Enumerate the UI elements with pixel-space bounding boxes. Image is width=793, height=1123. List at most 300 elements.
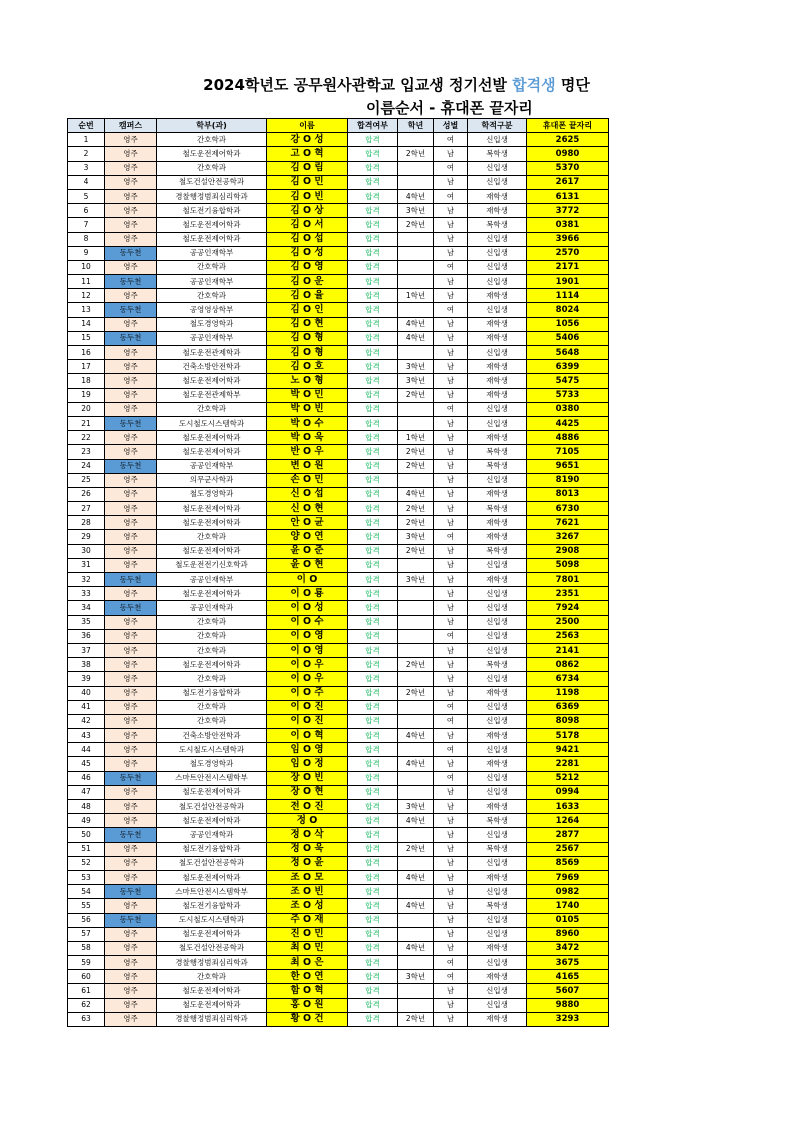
cell-status: 재학생 (468, 360, 527, 374)
cell-phone: 2351 (527, 587, 609, 601)
cell-pass: 합격 (348, 204, 398, 218)
cell-no: 14 (68, 317, 105, 331)
cell-department: 철도운전제어학과 (157, 587, 267, 601)
cell-pass: 합격 (348, 175, 398, 189)
cell-gender: 여 (434, 771, 468, 785)
cell-name: 박 O 욱 (267, 431, 348, 445)
cell-department: 철도운전제어학과 (157, 658, 267, 672)
page-title (0, 74, 793, 95)
cell-department: 철도전기융합학과 (157, 842, 267, 856)
cell-status: 재학생 (468, 870, 527, 884)
cell-grade: 2학년 (398, 218, 434, 232)
cell-department: 도시철도시스템학과 (157, 913, 267, 927)
cell-no: 52 (68, 856, 105, 870)
cell-campus: 동두천 (105, 459, 157, 473)
table-row (68, 672, 609, 686)
cell-no: 38 (68, 658, 105, 672)
cell-status: 재학생 (468, 573, 527, 587)
cell-name: 신 O 현 (267, 502, 348, 516)
cell-name: 정 O 윤 (267, 856, 348, 870)
cell-status: 신입생 (468, 714, 527, 728)
cell-campus: 동두천 (105, 913, 157, 927)
cell-name: 김 O 섭 (267, 232, 348, 246)
cell-gender: 남 (434, 388, 468, 402)
cell-phone: 2500 (527, 615, 609, 629)
table-row (68, 275, 609, 289)
table-row (68, 473, 609, 487)
cell-gender: 남 (434, 814, 468, 828)
cell-grade (398, 998, 434, 1012)
cell-status: 신입생 (468, 232, 527, 246)
table-header-row (68, 119, 609, 133)
cell-campus: 영주 (105, 842, 157, 856)
cell-phone: 8190 (527, 473, 609, 487)
cell-grade: 1학년 (398, 289, 434, 303)
cell-status: 복학생 (468, 842, 527, 856)
cell-status: 신입생 (468, 672, 527, 686)
cell-phone: 6131 (527, 189, 609, 203)
cell-grade (398, 714, 434, 728)
cell-phone: 9421 (527, 743, 609, 757)
cell-gender: 남 (434, 289, 468, 303)
cell-pass: 합격 (348, 842, 398, 856)
cell-name: 박 O 민 (267, 388, 348, 402)
cell-phone: 0862 (527, 658, 609, 672)
cell-status: 신입생 (468, 643, 527, 657)
table-row (68, 913, 609, 927)
cell-name: 강 O 성 (267, 133, 348, 147)
cell-status: 복학생 (468, 218, 527, 232)
cell-campus: 동두천 (105, 771, 157, 785)
cell-status: 신입생 (468, 998, 527, 1012)
cell-pass: 합격 (348, 970, 398, 984)
cell-gender: 남 (434, 317, 468, 331)
cell-pass: 합격 (348, 956, 398, 970)
table-row (68, 487, 609, 501)
cell-grade: 2학년 (398, 502, 434, 516)
cell-status: 신입생 (468, 984, 527, 998)
cell-gender: 남 (434, 374, 468, 388)
cell-grade (398, 615, 434, 629)
cell-name: 김 O 빈 (267, 189, 348, 203)
cell-pass: 합격 (348, 587, 398, 601)
cell-status: 신입생 (468, 275, 527, 289)
cell-status: 재학생 (468, 374, 527, 388)
cell-name: 변 O 원 (267, 459, 348, 473)
cell-name: 김 O 서 (267, 218, 348, 232)
cell-campus: 영주 (105, 629, 157, 643)
cell-grade (398, 402, 434, 416)
cell-no: 53 (68, 870, 105, 884)
cell-department: 도시철도시스템학과 (157, 416, 267, 430)
admission-table (67, 118, 609, 1027)
table-row (68, 714, 609, 728)
cell-name: 이 O (267, 573, 348, 587)
table-row (68, 232, 609, 246)
table-row (68, 785, 609, 799)
table-row (68, 133, 609, 147)
cell-phone: 6369 (527, 700, 609, 714)
cell-no: 32 (68, 573, 105, 587)
cell-pass: 합격 (348, 927, 398, 941)
cell-pass: 합격 (348, 303, 398, 317)
cell-gender: 여 (434, 189, 468, 203)
cell-status: 복학생 (468, 814, 527, 828)
cell-pass: 합격 (348, 729, 398, 743)
cell-pass: 합격 (348, 289, 398, 303)
cell-grade: 3학년 (398, 573, 434, 587)
cell-name: 한 O 연 (267, 970, 348, 984)
cell-phone: 7105 (527, 445, 609, 459)
cell-no: 40 (68, 686, 105, 700)
cell-no: 11 (68, 275, 105, 289)
cell-department: 철도경영학과 (157, 317, 267, 331)
cell-phone: 8013 (527, 487, 609, 501)
cell-no: 36 (68, 629, 105, 643)
header-name: 이름 (267, 119, 348, 133)
cell-no: 9 (68, 246, 105, 260)
cell-status: 신입생 (468, 828, 527, 842)
cell-grade: 2학년 (398, 842, 434, 856)
cell-phone: 8960 (527, 927, 609, 941)
cell-status: 재학생 (468, 331, 527, 345)
cell-status: 신입생 (468, 558, 527, 572)
cell-department: 철도운전제어학과 (157, 374, 267, 388)
cell-status: 재학생 (468, 516, 527, 530)
cell-phone: 2877 (527, 828, 609, 842)
cell-pass: 합격 (348, 672, 398, 686)
cell-name: 김 O 현 (267, 317, 348, 331)
cell-phone: 3267 (527, 530, 609, 544)
cell-department: 철도운전제어학과 (157, 516, 267, 530)
cell-campus: 영주 (105, 218, 157, 232)
cell-status: 재학생 (468, 941, 527, 955)
cell-phone: 2617 (527, 175, 609, 189)
cell-pass: 합격 (348, 346, 398, 360)
cell-campus: 영주 (105, 175, 157, 189)
cell-no: 56 (68, 913, 105, 927)
cell-gender: 남 (434, 232, 468, 246)
cell-grade (398, 643, 434, 657)
cell-campus: 영주 (105, 729, 157, 743)
cell-campus: 영주 (105, 445, 157, 459)
cell-pass: 합격 (348, 459, 398, 473)
cell-campus: 동두천 (105, 828, 157, 842)
cell-name: 장 O 현 (267, 785, 348, 799)
cell-department: 철도운전제어학과 (157, 998, 267, 1012)
cell-department: 철도운전제어학과 (157, 502, 267, 516)
cell-phone: 1901 (527, 275, 609, 289)
cell-grade: 4학년 (398, 899, 434, 913)
cell-no: 30 (68, 544, 105, 558)
cell-department: 철도운전제어학과 (157, 814, 267, 828)
cell-name: 홍 O 원 (267, 998, 348, 1012)
cell-gender: 남 (434, 487, 468, 501)
cell-campus: 영주 (105, 785, 157, 799)
cell-gender: 남 (434, 416, 468, 430)
cell-campus: 동두천 (105, 601, 157, 615)
table-row (68, 388, 609, 402)
cell-pass: 합격 (348, 941, 398, 955)
cell-phone: 7924 (527, 601, 609, 615)
cell-gender: 남 (434, 658, 468, 672)
title-part2: 명단 (555, 76, 590, 94)
cell-pass: 합격 (348, 885, 398, 899)
cell-grade (398, 785, 434, 799)
cell-name: 조 O 빈 (267, 885, 348, 899)
cell-name: 김 O 림 (267, 161, 348, 175)
cell-gender: 여 (434, 260, 468, 274)
cell-pass: 합격 (348, 743, 398, 757)
cell-department: 도시철도시스템학과 (157, 743, 267, 757)
cell-status: 재학생 (468, 189, 527, 203)
table-row (68, 204, 609, 218)
cell-gender: 남 (434, 927, 468, 941)
cell-pass: 합격 (348, 260, 398, 274)
cell-name: 이 O 룡 (267, 587, 348, 601)
cell-campus: 영주 (105, 374, 157, 388)
cell-pass: 합격 (348, 317, 398, 331)
cell-no: 3 (68, 161, 105, 175)
table-row (68, 530, 609, 544)
cell-department: 간호학과 (157, 970, 267, 984)
cell-campus: 영주 (105, 189, 157, 203)
cell-department: 의무군사학과 (157, 473, 267, 487)
cell-status: 신입생 (468, 743, 527, 757)
table-row (68, 601, 609, 615)
cell-campus: 영주 (105, 984, 157, 998)
cell-campus: 영주 (105, 232, 157, 246)
table-row (68, 459, 609, 473)
cell-grade: 4학년 (398, 729, 434, 743)
table-row (68, 856, 609, 870)
cell-grade: 2학년 (398, 686, 434, 700)
cell-phone: 0982 (527, 885, 609, 899)
cell-no: 28 (68, 516, 105, 530)
page-subtitle: 이름순서 - 휴대폰 끝자리 (366, 99, 533, 117)
cell-department: 철도경영학과 (157, 757, 267, 771)
cell-pass: 합격 (348, 374, 398, 388)
cell-gender: 남 (434, 275, 468, 289)
table-row (68, 899, 609, 913)
cell-campus: 동두천 (105, 573, 157, 587)
cell-grade (398, 587, 434, 601)
cell-department: 간호학과 (157, 402, 267, 416)
cell-no: 62 (68, 998, 105, 1012)
table-row (68, 658, 609, 672)
cell-name: 김 O 운 (267, 275, 348, 289)
cell-name: 김 O 성 (267, 246, 348, 260)
cell-no: 58 (68, 941, 105, 955)
cell-gender: 남 (434, 913, 468, 927)
cell-grade (398, 473, 434, 487)
cell-no: 16 (68, 346, 105, 360)
cell-no: 25 (68, 473, 105, 487)
cell-phone: 0105 (527, 913, 609, 927)
cell-phone: 6730 (527, 502, 609, 516)
cell-campus: 동두천 (105, 303, 157, 317)
cell-gender: 남 (434, 601, 468, 615)
cell-name: 김 O 율 (267, 289, 348, 303)
cell-name: 이 O 영 (267, 629, 348, 643)
cell-gender: 남 (434, 984, 468, 998)
cell-pass: 합격 (348, 615, 398, 629)
cell-phone: 5370 (527, 161, 609, 175)
cell-department: 경찰행정범죄심리학과 (157, 956, 267, 970)
cell-status: 복학생 (468, 459, 527, 473)
table-row (68, 615, 609, 629)
table-row (68, 303, 609, 317)
cell-status: 신입생 (468, 785, 527, 799)
cell-name: 반 O 우 (267, 445, 348, 459)
cell-no: 41 (68, 700, 105, 714)
cell-name: 이 O 수 (267, 615, 348, 629)
cell-no: 51 (68, 842, 105, 856)
cell-phone: 4165 (527, 970, 609, 984)
cell-pass: 합격 (348, 218, 398, 232)
cell-department: 철도건설안전공학과 (157, 800, 267, 814)
cell-name: 노 O 형 (267, 374, 348, 388)
cell-no: 8 (68, 232, 105, 246)
cell-status: 신입생 (468, 913, 527, 927)
cell-campus: 영주 (105, 714, 157, 728)
cell-status: 복학생 (468, 502, 527, 516)
cell-gender: 남 (434, 856, 468, 870)
cell-gender: 남 (434, 360, 468, 374)
cell-grade (398, 927, 434, 941)
cell-phone: 0980 (527, 147, 609, 161)
cell-campus: 영주 (105, 360, 157, 374)
cell-phone: 5475 (527, 374, 609, 388)
cell-phone: 3472 (527, 941, 609, 955)
cell-department: 경찰행정범죄심리학과 (157, 1012, 267, 1026)
table-row (68, 970, 609, 984)
cell-status: 신입생 (468, 700, 527, 714)
cell-department: 간호학과 (157, 133, 267, 147)
cell-campus: 영주 (105, 487, 157, 501)
cell-pass: 합격 (348, 516, 398, 530)
cell-pass: 합격 (348, 388, 398, 402)
cell-name: 윤 O 준 (267, 544, 348, 558)
cell-name: 최 O 민 (267, 941, 348, 955)
cell-status: 신입생 (468, 771, 527, 785)
table-row (68, 927, 609, 941)
cell-pass: 합격 (348, 913, 398, 927)
header-grade: 학년 (398, 119, 434, 133)
cell-phone: 2567 (527, 842, 609, 856)
cell-campus: 영주 (105, 1012, 157, 1026)
cell-pass: 합격 (348, 246, 398, 260)
cell-department: 철도운전제어학과 (157, 431, 267, 445)
cell-grade (398, 275, 434, 289)
cell-phone: 7801 (527, 573, 609, 587)
cell-grade: 1학년 (398, 431, 434, 445)
cell-grade (398, 558, 434, 572)
cell-no: 5 (68, 189, 105, 203)
cell-pass: 합격 (348, 700, 398, 714)
cell-grade: 4학년 (398, 331, 434, 345)
cell-no: 31 (68, 558, 105, 572)
cell-pass: 합격 (348, 161, 398, 175)
cell-no: 57 (68, 927, 105, 941)
cell-grade (398, 601, 434, 615)
cell-status: 재학생 (468, 970, 527, 984)
cell-status: 신입생 (468, 615, 527, 629)
cell-campus: 영주 (105, 672, 157, 686)
cell-campus: 영주 (105, 970, 157, 984)
cell-department: 철도전기융합학과 (157, 899, 267, 913)
cell-pass: 합격 (348, 275, 398, 289)
cell-phone: 3772 (527, 204, 609, 218)
cell-campus: 동두천 (105, 416, 157, 430)
cell-gender: 여 (434, 743, 468, 757)
cell-status: 재학생 (468, 487, 527, 501)
cell-phone: 5607 (527, 984, 609, 998)
cell-gender: 남 (434, 445, 468, 459)
cell-pass: 합격 (348, 473, 398, 487)
cell-gender: 남 (434, 516, 468, 530)
cell-grade (398, 629, 434, 643)
cell-status: 복학생 (468, 445, 527, 459)
table-row (68, 828, 609, 842)
table-row (68, 402, 609, 416)
cell-grade: 4학년 (398, 870, 434, 884)
cell-grade (398, 175, 434, 189)
cell-department: 철도전기융합학과 (157, 204, 267, 218)
cell-pass: 합격 (348, 899, 398, 913)
cell-department: 건축소방안전학과 (157, 729, 267, 743)
cell-department: 철도운전관제학과 (157, 346, 267, 360)
cell-department: 철도건설안전공학과 (157, 856, 267, 870)
cell-no: 47 (68, 785, 105, 799)
cell-department: 간호학과 (157, 714, 267, 728)
cell-campus: 영주 (105, 558, 157, 572)
cell-gender: 남 (434, 473, 468, 487)
cell-status: 재학생 (468, 800, 527, 814)
cell-status: 신입생 (468, 346, 527, 360)
cell-department: 간호학과 (157, 161, 267, 175)
cell-gender: 남 (434, 672, 468, 686)
cell-name: 이 O 혁 (267, 729, 348, 743)
cell-gender: 여 (434, 133, 468, 147)
header-department: 학부(과) (157, 119, 267, 133)
table-row (68, 161, 609, 175)
cell-pass: 합격 (348, 1012, 398, 1026)
cell-name: 임 O 영 (267, 743, 348, 757)
cell-no: 24 (68, 459, 105, 473)
cell-phone: 8098 (527, 714, 609, 728)
table-row (68, 984, 609, 998)
cell-name: 황 O 건 (267, 1012, 348, 1026)
cell-name: 이 O 성 (267, 601, 348, 615)
cell-pass: 합격 (348, 814, 398, 828)
cell-name: 이 O 영 (267, 643, 348, 657)
cell-campus: 영주 (105, 615, 157, 629)
cell-gender: 남 (434, 941, 468, 955)
cell-no: 10 (68, 260, 105, 274)
cell-department: 철도운전제어학과 (157, 785, 267, 799)
cell-name: 안 O 균 (267, 516, 348, 530)
table-row (68, 317, 609, 331)
cell-pass: 합격 (348, 629, 398, 643)
table-row (68, 218, 609, 232)
cell-phone: 2570 (527, 246, 609, 260)
cell-gender: 여 (434, 700, 468, 714)
cell-no: 22 (68, 431, 105, 445)
cell-name: 전 O 진 (267, 800, 348, 814)
table-row (68, 331, 609, 345)
cell-name: 정 O (267, 814, 348, 828)
